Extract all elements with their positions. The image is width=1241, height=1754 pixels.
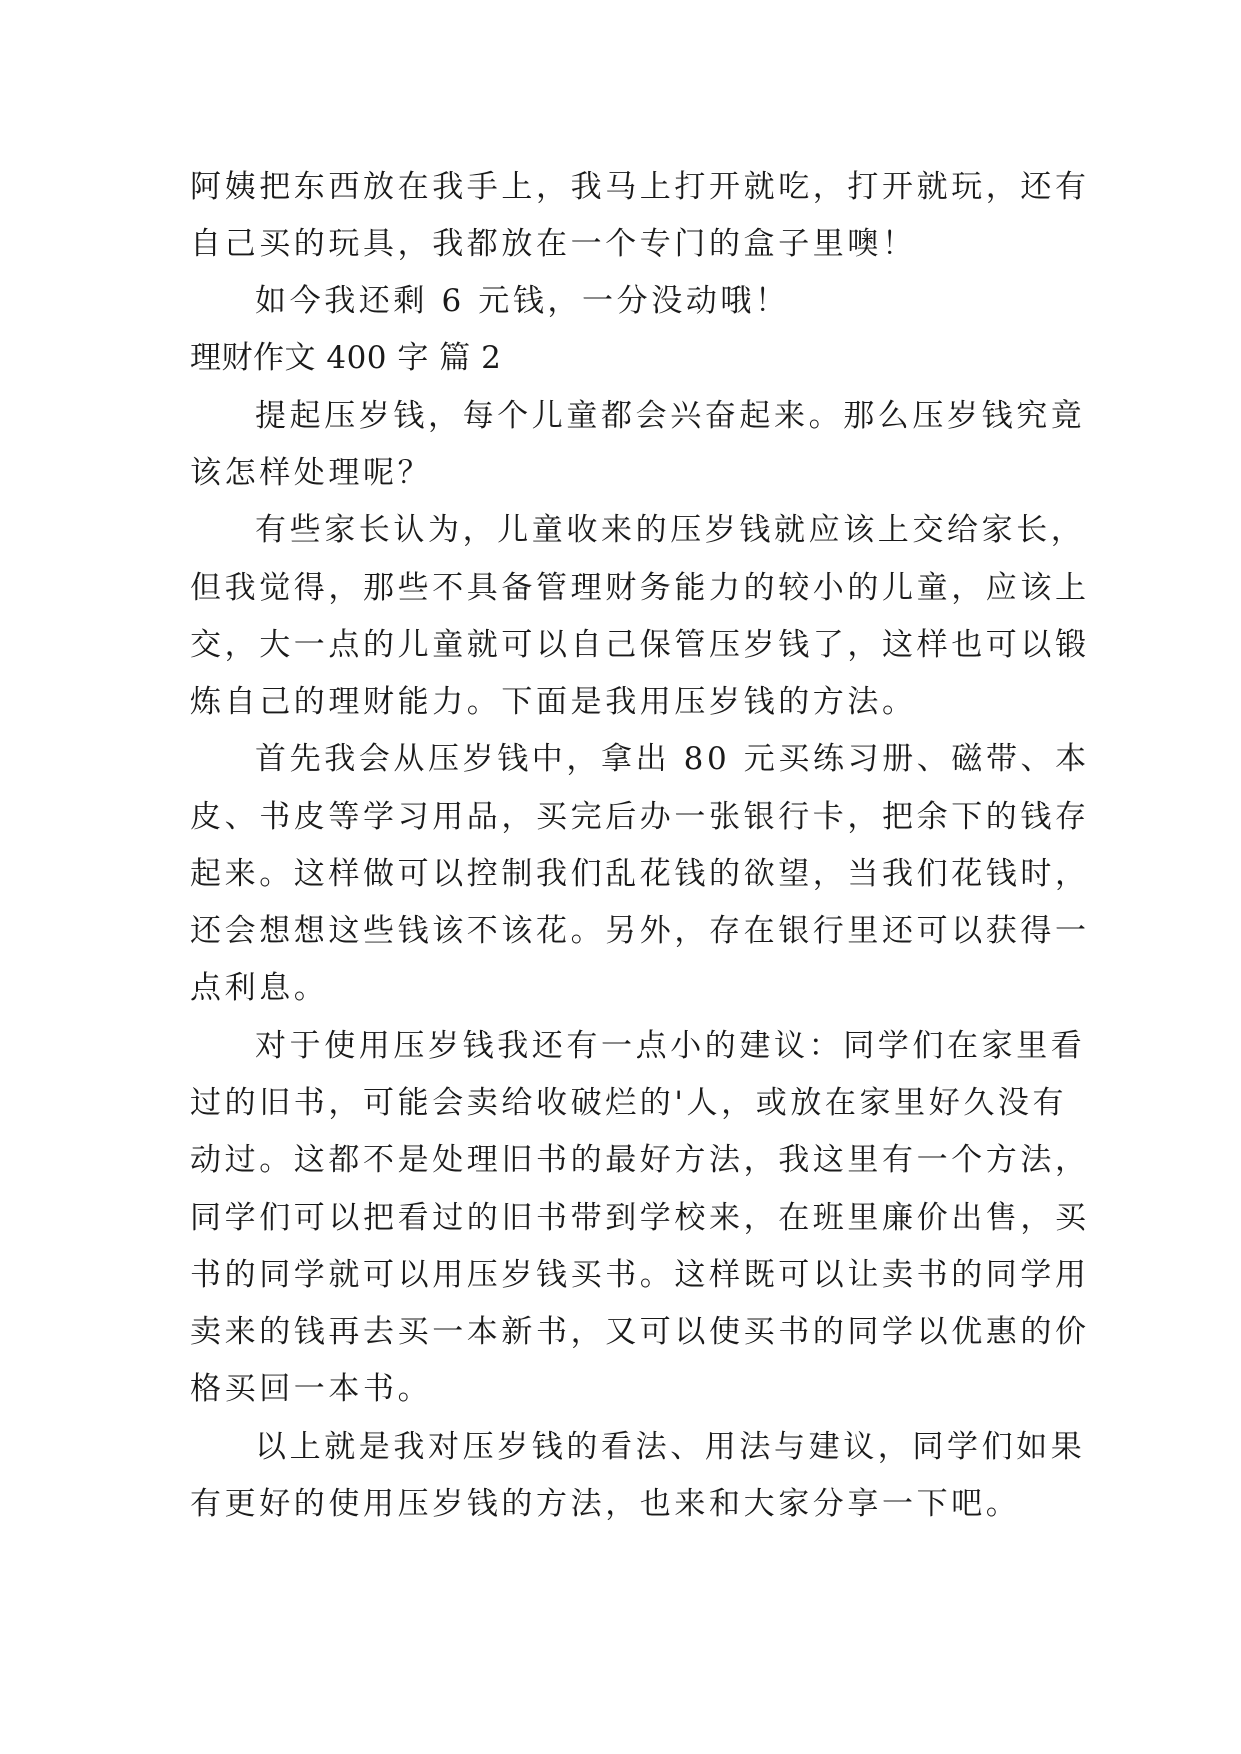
paragraph-line: 自己买的玩具，我都放在一个专门的盒子里噢！ (190, 226, 917, 262)
paragraph-line: 有更好的使用压岁钱的方法，也来和大家分享一下吧。 (190, 1486, 1021, 1522)
paragraph-line: 皮、书皮等学习用品，买完后办一张银行卡，把余下的钱存 (190, 799, 1090, 835)
paragraph-line: 还会想想这些钱该不该花。另外，存在银行里还可以获得一 (190, 913, 1090, 949)
paragraph-line: 点利息。 (190, 970, 329, 1006)
paragraph-line: 动过。这都不是处理旧书的最好方法，我这里有一个方法， (190, 1142, 1090, 1178)
paragraph-line: 格买回一本书。 (190, 1371, 433, 1407)
paragraph-line: 该怎样处理呢？ (190, 455, 433, 491)
paragraph-line: 以上就是我对压岁钱的看法、用法与建议，同学们如果 (255, 1429, 1086, 1465)
paragraph-line: 同学们可以把看过的旧书带到学校来，在班里廉价出售，买 (190, 1200, 1090, 1236)
paragraph-line: 首先我会从压岁钱中，拿出 80 元买练习册、磁带、本 (255, 741, 1090, 777)
paragraph-line: 提起压岁钱，每个儿童都会兴奋起来。那么压岁钱究竟 (255, 398, 1086, 434)
paragraph-line: 过的旧书，可能会卖给收破烂的'人，或放在家里好久没有 (190, 1085, 1068, 1121)
paragraph-line: 但我觉得，那些不具备管理财务能力的较小的儿童，应该上 (190, 570, 1090, 606)
paragraph-line: 交，大一点的儿童就可以自己保管压岁钱了，这样也可以锻 (190, 627, 1090, 663)
paragraph-line: 阿姨把东西放在我手上，我马上打开就吃，打开就玩，还有 (190, 169, 1090, 205)
section-heading: 理财作文 400 字 篇 2 (190, 340, 502, 376)
paragraph-line: 如今我还剩 6 元钱，一分没动哦！ (255, 283, 790, 319)
paragraph-line: 卖来的钱再去买一本新书，又可以使买书的同学以优惠的价 (190, 1314, 1090, 1350)
paragraph-line: 有些家长认为，儿童收来的压岁钱就应该上交给家长， (255, 512, 1086, 548)
paragraph-line: 对于使用压岁钱我还有一点小的建议：同学们在家里看 (255, 1028, 1086, 1064)
paragraph-line: 炼自己的理财能力。下面是我用压岁钱的方法。 (190, 684, 917, 720)
paragraph-line: 起来。这样做可以控制我们乱花钱的欲望，当我们花钱时， (190, 856, 1090, 892)
paragraph-line: 书的同学就可以用压岁钱买书。这样既可以让卖书的同学用 (190, 1257, 1090, 1293)
